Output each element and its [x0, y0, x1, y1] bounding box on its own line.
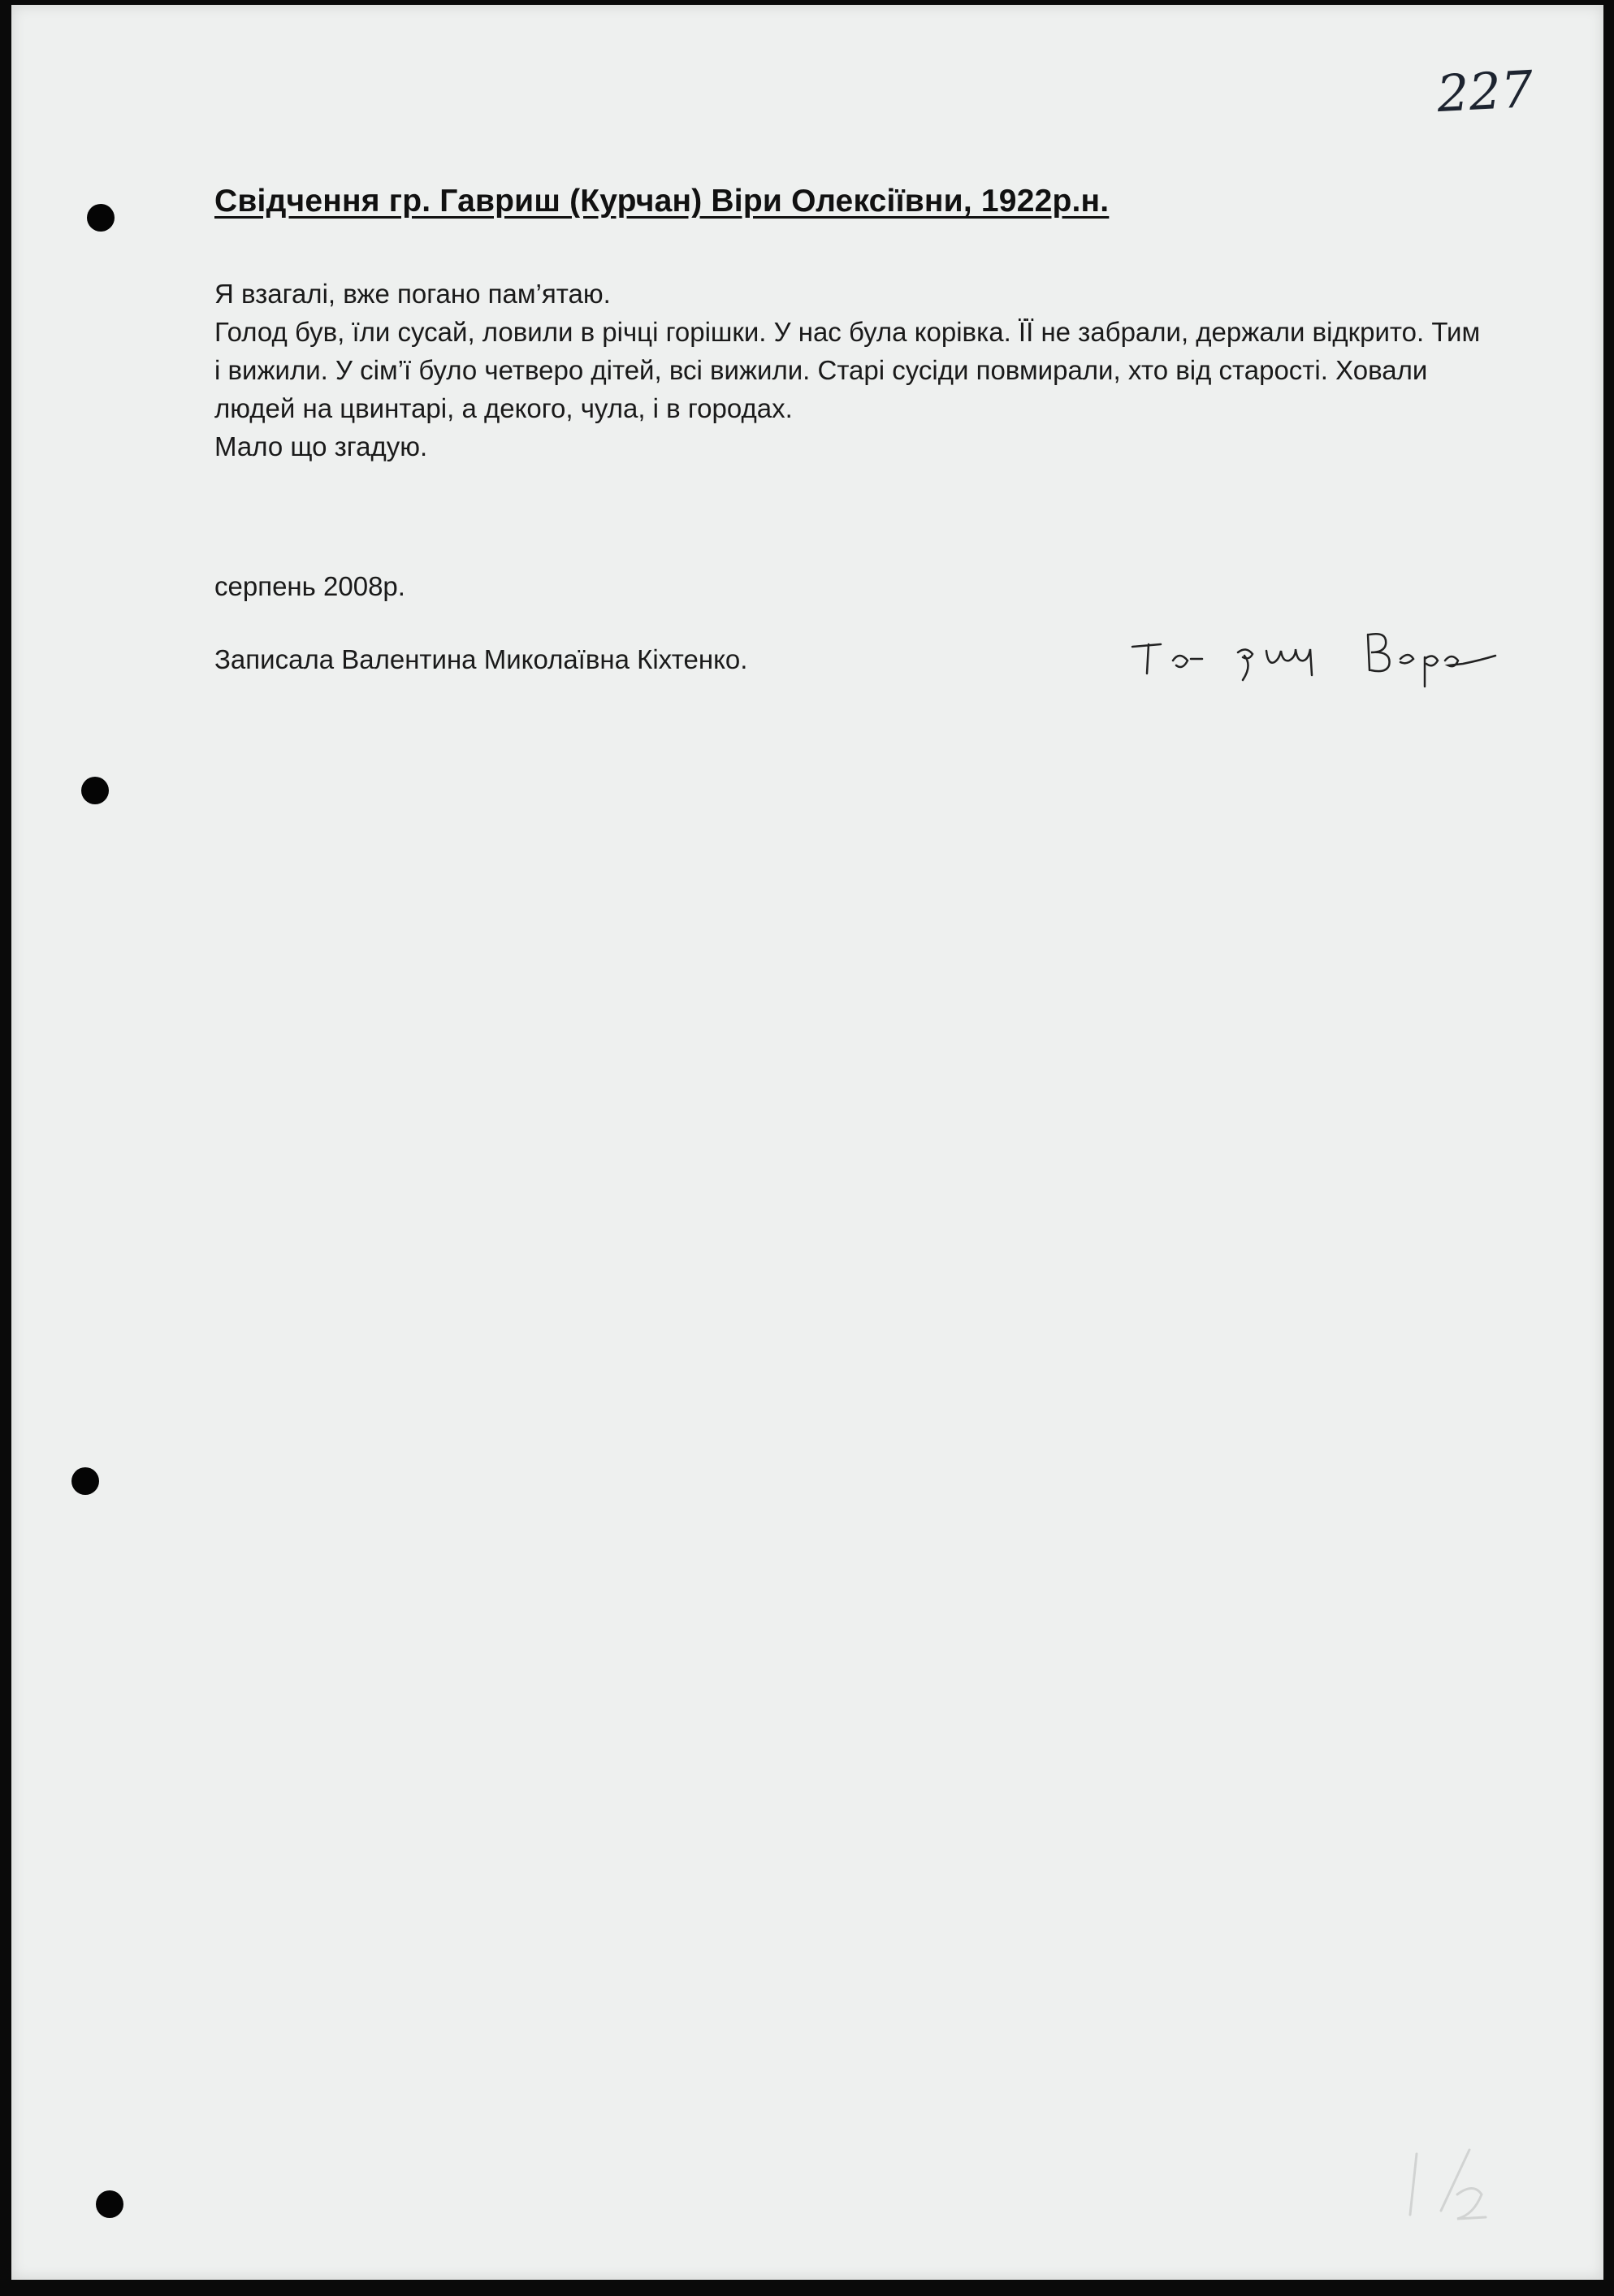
testimony-paragraph: Голод був, їли сусай, ловили в річці горішки. У нас була корівка. ЇЇ не забрали, держали відкрито. Тим і вижили. У сім’ї було четверо дітей, всі вижили. Старі сусіди повмирали, хто від старості. Ховали людей на цвинтарі, а декого, чула, і в городах. [214, 317, 1481, 423]
punch-hole [87, 204, 115, 232]
faint-corner-mark [1392, 2138, 1498, 2227]
recorded-by-line: Записала Валентина Миколаївна Кіхтенко. [214, 644, 748, 674]
punch-hole [71, 1467, 99, 1495]
document-title: Свідчення гр. Гавриш (Курчан) Віри Олексіївни, 1922р.н. [214, 184, 1110, 219]
testimony-body [214, 275, 1482, 466]
punch-hole [81, 777, 109, 804]
punch-hole [96, 2190, 123, 2218]
handwritten-signature [1116, 610, 1522, 700]
testimony-paragraph: Мало що згадую. [214, 431, 428, 461]
document-page [11, 5, 1603, 2280]
archive-page-number: 227 [1435, 58, 1535, 124]
date-line: серпень 2008р. [214, 571, 405, 601]
testimony-paragraph: Я взагалі, вже погано пам’ятаю. [214, 279, 611, 309]
